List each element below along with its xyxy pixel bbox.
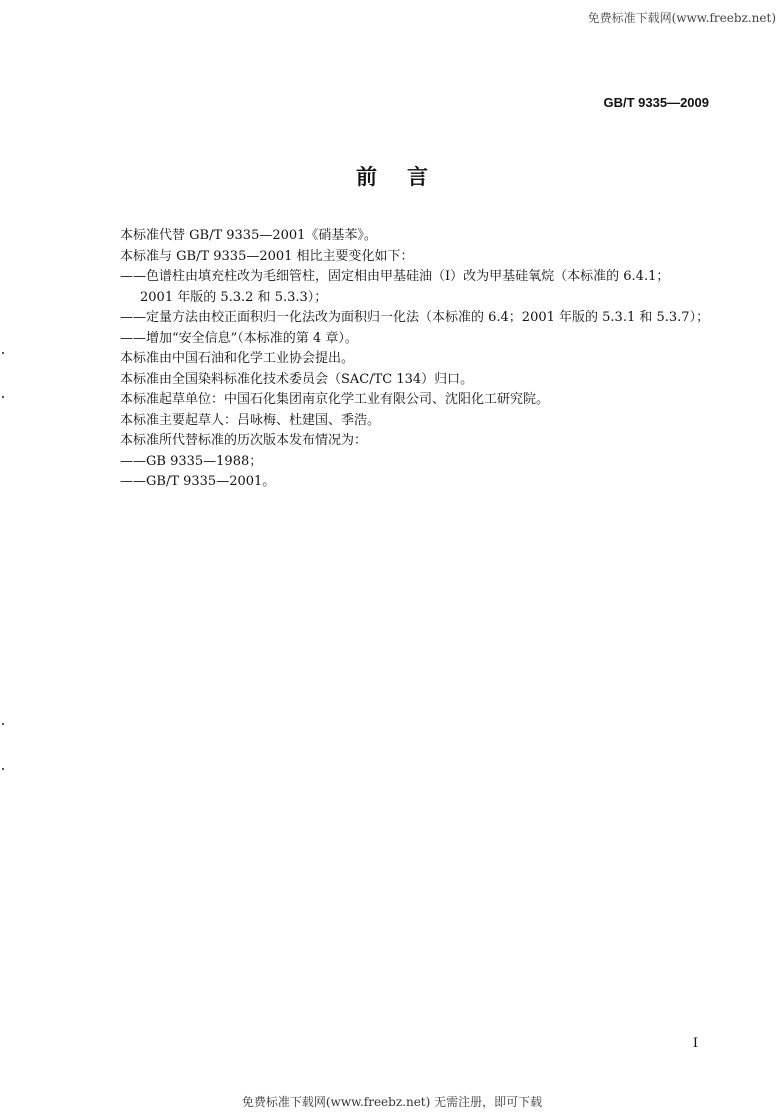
top-watermark: 免费标准下载网(www.freebz.net) bbox=[587, 11, 776, 25]
foreword-body bbox=[120, 226, 720, 493]
scan-speck bbox=[2, 723, 4, 725]
scan-speck bbox=[2, 768, 4, 770]
page-title-char-2: 言 bbox=[407, 165, 428, 189]
page-number: I bbox=[692, 1036, 698, 1051]
paragraph-changes-intro: 本标准与 GB/T 9335—2001 相比主要变化如下： bbox=[120, 248, 414, 264]
scan-speck bbox=[2, 396, 4, 398]
scan-speck bbox=[2, 352, 4, 354]
page-title bbox=[0, 161, 784, 191]
paragraph-history-intro: 本标准所代替标准的历次版本发布情况为： bbox=[120, 433, 368, 448]
page-title-char-1: 前 bbox=[356, 165, 377, 189]
standard-number: GB/T 9335—2009 bbox=[603, 95, 709, 110]
list-item-history-1988: ——GB 9335—1988； bbox=[120, 453, 263, 469]
paragraph-drafters: 本标准主要起草人：吕咏梅、杜建国、季浩。 bbox=[120, 412, 381, 428]
bottom-watermark: 免费标准下载网(www.freebz.net) 无需注册，即可下载 bbox=[241, 1095, 543, 1109]
list-item-history-2001: ——GB/T 9335—2001。 bbox=[120, 474, 276, 489]
list-item-column-change-cont: 2001 年版的 5.3.2 和 5.3.3）； bbox=[140, 289, 328, 305]
list-item-safety-info: ——增加“安全信息”（本标准的第 4 章）。 bbox=[120, 330, 358, 346]
paragraph-administered-by: 本标准由全国染料标准化技术委员会（SAC/TC 134）归口。 bbox=[120, 371, 474, 387]
paragraph-drafting-units: 本标准起草单位：中国石化集团南京化学工业有限公司、沈阳化工研究院。 bbox=[120, 392, 550, 407]
paragraph-proposed-by: 本标准由中国石油和化学工业协会提出。 bbox=[120, 351, 355, 366]
paragraph-replaces: 本标准代替 GB/T 9335—2001《硝基苯》。 bbox=[120, 228, 377, 243]
list-item-column-change: ——色谱柱由填充柱改为毛细管柱，固定相由甲基硅油（Ⅰ）改为甲基硅氧烷（本标准的 6.4.1； bbox=[120, 269, 670, 284]
list-item-quantification-change: ——定量方法由校正面积归一化法改为面积归一化法（本标准的 6.4；2001 年版的 5.3.1 和 5.3.7）； bbox=[120, 310, 710, 325]
